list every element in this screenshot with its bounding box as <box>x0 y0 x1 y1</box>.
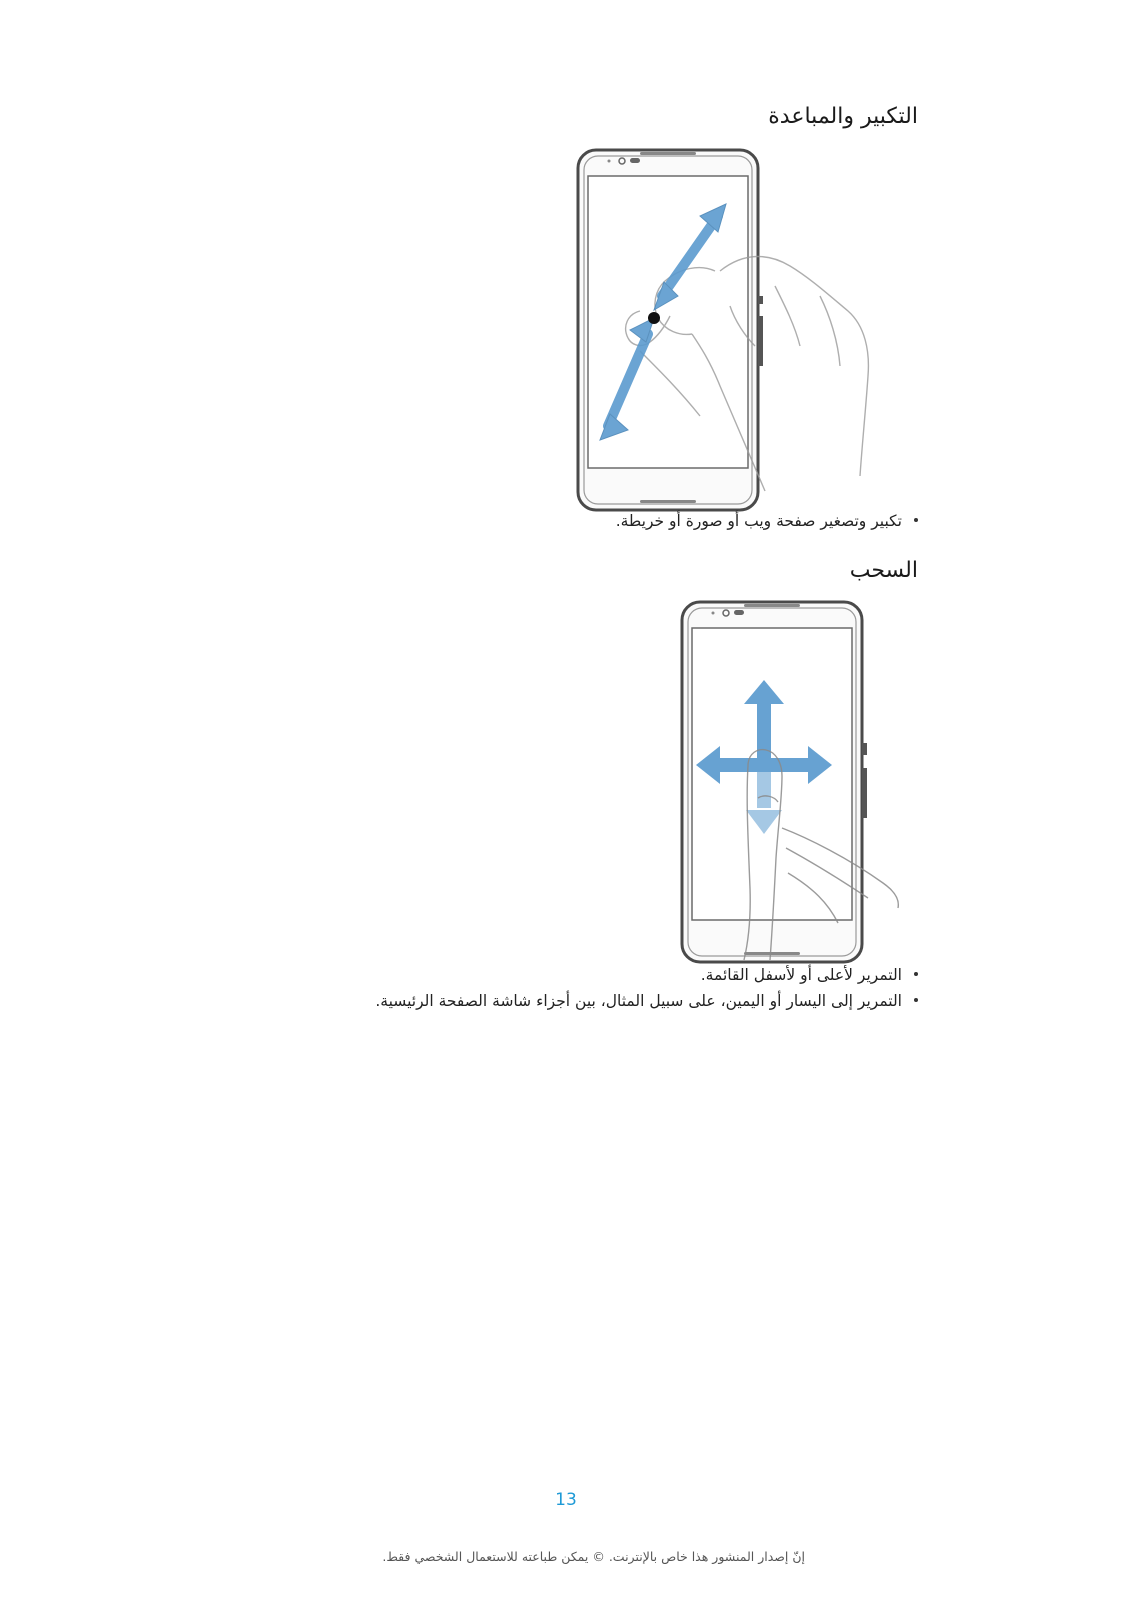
bullet-drag-1 <box>701 966 918 984</box>
page-number: 13 <box>555 1490 577 1510</box>
bullet-drag-2 <box>375 992 918 1010</box>
bullet-dot <box>914 998 918 1002</box>
bullet-text: التمرير إلى اليسار أو اليمين، على سبيل المثال، بين أجزاء شاشة الصفحة الرئيسية. <box>375 992 902 1010</box>
bullet-dot <box>914 972 918 976</box>
pinch-illustration <box>570 146 890 516</box>
drag-illustration <box>678 598 908 968</box>
bullet-text: التمرير لأعلى أو لأسفل القائمة. <box>700 966 902 984</box>
section-heading-pinch: التكبير والمباعدة <box>768 104 918 129</box>
bullet-pinch-1 <box>616 512 918 530</box>
bullet-dot <box>914 518 918 522</box>
bullet-text: تكبير وتصغير صفحة ويب أو صورة أو خريطة. <box>615 512 902 530</box>
section-heading-drag: السحب <box>849 558 918 583</box>
page-footer: إنّ إصدار المنشور هذا خاص بالإنترنت. © يمكن طباعته للاستعمال الشخصي فقط. <box>382 1549 805 1564</box>
